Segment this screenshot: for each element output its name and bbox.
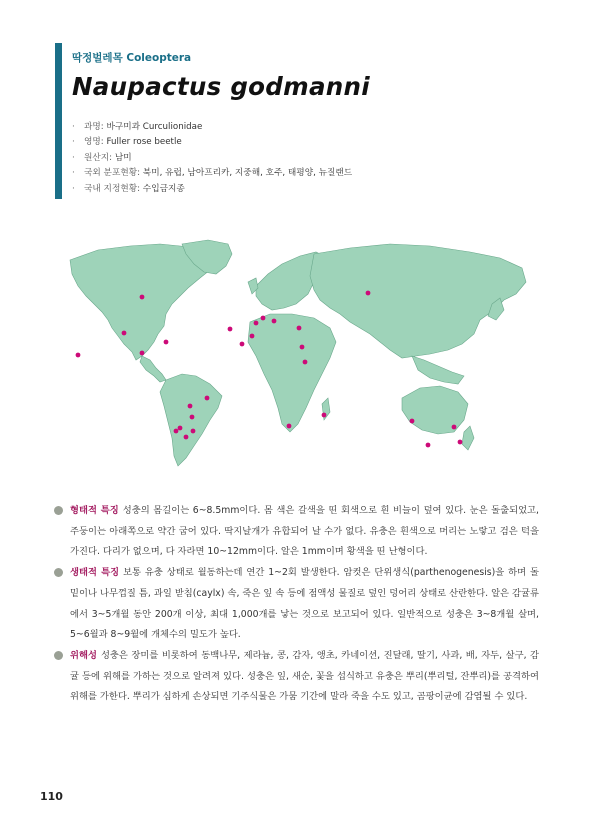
info-value: Fuller rose beetle — [103, 137, 182, 148]
info-value: 남미 — [112, 152, 132, 163]
page-number: 110 — [40, 790, 63, 803]
bullet-icon — [54, 568, 63, 577]
info-value: 수입금지종 — [140, 183, 185, 194]
section-heading: 위해성 — [70, 649, 97, 661]
order-label: 딱정벌레목 Coleoptera — [72, 52, 192, 64]
occurrence-marker — [240, 342, 245, 347]
section-text: 성충은 장미를 비롯하여 동백나무, 제라늄, 콩, 감자, 앵초, 카네이션, 진달래, 딸기, 사과, 배, 자두, 살구, 감귤 등에 위해를 가하는 것으로 알려져 있다. 성충은 잎, 새순, 꽃을 섭식하고 유충은 뿌리(뿌리털, 잔뿌리)를 공격하여 위해를 가한다. 뿌리가 심하게 손상되면 기주식물은 가뭄 기간에 말라 죽을 수도 있고, 곰팡이균에 감염될 수 있다. — [70, 649, 539, 703]
info-item-distribution: · 국외 분포현황: 북미, 유럽, 남아프리카, 지중해, 호주, 태평양, 뉴질랜드 — [72, 168, 353, 179]
landmass-central-america — [140, 356, 166, 382]
occurrence-marker — [122, 331, 127, 336]
info-key: 국외 분포현황: — [84, 168, 141, 179]
bullet-icon — [54, 651, 63, 660]
occurrence-marker — [228, 327, 233, 332]
landmass-new-zealand — [462, 426, 474, 450]
occurrence-marker — [188, 404, 193, 409]
occurrence-marker — [303, 360, 308, 365]
occurrence-marker — [191, 429, 196, 434]
section-heading: 생태적 특징 — [70, 567, 120, 579]
occurrence-marker — [287, 424, 292, 429]
section-heading: 형태적 특징 — [70, 505, 119, 516]
section-text: 보통 유충 상태로 월동하는데 연간 1~2회 발생한다. 암컷은 단위생식(parthenogenesis)을 하며 돌 밑이나 나무껍질 틈, 과일 받침(caylx) 속, 죽은 잎 속 등에 점액성 물질로 덮인 덩어리 상태로 산란한다. 알은 감귤류에서 3~5개월 동안 200개 이상, 최대 1,000개를 낳는 것으로 보고되어 있다. 일반적으로 성충은 3~8개월 살며, 5~6월과 8~9월에 개체수의 밀도가 높다. — [70, 567, 539, 641]
occurrence-marker — [254, 321, 259, 326]
occurrence-marker — [458, 440, 463, 445]
occurrence-marker — [261, 316, 266, 321]
info-value: 북미, 유럽, 남아프리카, 지중해, 호주, 태평양, 뉴질랜드 — [140, 168, 353, 179]
bullet-icon — [54, 506, 63, 515]
info-item-origin: · 원산지: 남미 — [72, 152, 132, 163]
landmass-asia — [310, 244, 526, 358]
info-key: 국내 지정현황: — [84, 183, 141, 194]
occurrence-marker — [297, 326, 302, 331]
map-land — [70, 240, 526, 466]
occurrence-marker — [272, 319, 277, 324]
occurrence-marker — [140, 351, 145, 356]
occurrence-marker — [322, 413, 327, 418]
occurrence-marker — [300, 345, 305, 350]
occurrence-marker — [366, 291, 371, 296]
info-value: 바구미과 Curculionidae — [103, 122, 203, 132]
section-morphology — [54, 501, 539, 563]
info-item-designation: · 국내 지정현황: 수입금지종 — [72, 183, 185, 194]
occurrence-marker — [410, 419, 415, 424]
section-text: 성충의 몸길이는 6~8.5mm이다. 몸 색은 갈색을 띤 회색으로 흰 비늘이 덮여 있다. 눈은 돌출되었고, 주둥이는 아래쪽으로 약간 굽어 있다. 딱지날개가 유합되어 날 수가 없다. 유충은 흰색으로 머리는 노랗고 검은 턱을 가진다. 다리가 없으며, 다 자라면 10~12mm이다. 알은 1mm이며 황색을 띤 난형이다. — [70, 505, 539, 558]
landmass-se-asia — [412, 356, 464, 384]
occurrence-marker — [426, 443, 431, 448]
body-text — [54, 501, 539, 708]
occurrence-marker — [250, 334, 255, 339]
info-key: 영명: — [84, 137, 104, 148]
info-item-english-name: · 영명: Fuller rose beetle — [72, 137, 182, 148]
occurrence-marker — [184, 435, 189, 440]
info-list — [72, 120, 352, 197]
landmass-australia — [402, 386, 468, 434]
occurrence-marker — [190, 415, 195, 420]
info-item-family: · 과명: 바구미과 Curculionidae — [72, 122, 203, 132]
accent-bar — [55, 43, 62, 199]
section-ecology — [54, 563, 539, 646]
section-harmfulness — [54, 646, 539, 708]
occurrence-marker — [205, 396, 210, 401]
species-title: Naupactus godmanni — [72, 72, 370, 101]
occurrence-marker — [76, 353, 81, 358]
occurrence-marker — [140, 295, 145, 300]
occurrence-marker — [164, 340, 169, 345]
occurrence-marker — [174, 429, 179, 434]
info-key: 원산지: — [84, 152, 113, 163]
landmass-south-america — [160, 374, 222, 466]
world-map-svg — [60, 238, 535, 473]
info-key: 과명: — [84, 122, 104, 132]
distribution-map — [60, 238, 535, 473]
occurrence-marker — [452, 425, 457, 430]
occurrence-marker — [178, 426, 183, 431]
